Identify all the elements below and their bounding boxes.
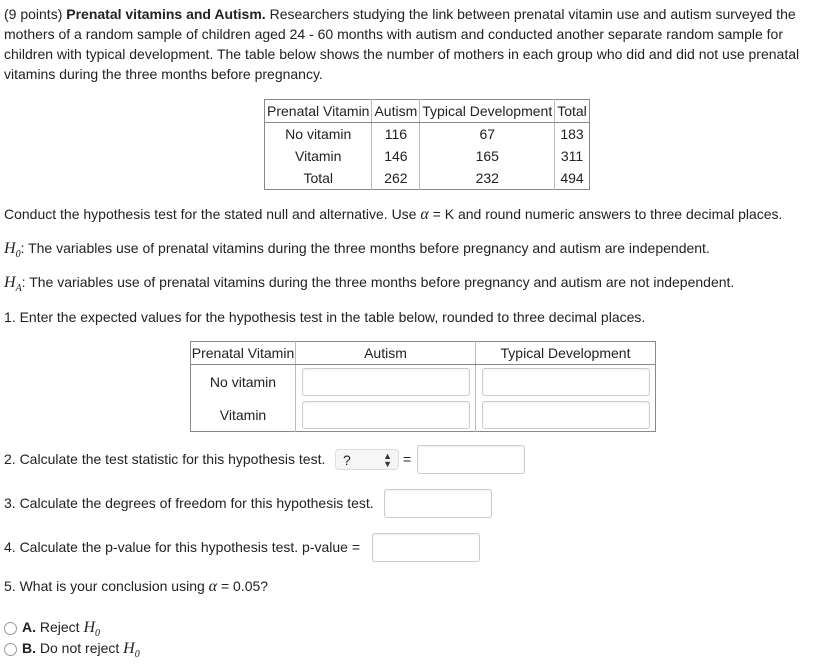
expected-no-vitamin-typical-input[interactable] <box>482 368 650 396</box>
option-b-label[interactable]: B. Do not reject $H_0$ <box>22 640 140 661</box>
option-a-label[interactable]: A. Reject $H_0$ <box>22 619 101 640</box>
expected-values-table <box>190 341 656 432</box>
cell-value: 165 <box>420 145 555 167</box>
expected-vitamin-typical-input[interactable] <box>482 401 650 429</box>
question-1-text: 1. Enter the expected values for the hypothesis test in the table below, rounded to three decimal places. <box>4 309 646 325</box>
question-5-text: 5. What is your conclusion using α = 0.05? <box>4 578 269 595</box>
test-statistic-input[interactable] <box>417 445 525 474</box>
intro-text: Researchers studying the link between prenatal vitamin use and autism surveyed the mothers of a random sample of children aged 24 - 60 months with autism and conducted another separate random sample for children with typical development. The table below shows the number of mothers in each group who did and did not use prenatal vitamins during the three months before pregnancy. <box>4 6 800 82</box>
cell-value: 183 <box>555 123 590 146</box>
p-value-input[interactable] <box>372 533 480 562</box>
expected-no-vitamin-autism-input[interactable] <box>302 368 470 396</box>
cell-value: 116 <box>372 123 420 146</box>
row-label: No vitamin <box>285 126 352 142</box>
header-typical-development: Typical Development <box>420 100 555 123</box>
row-label: No vitamin <box>209 373 277 390</box>
cell-value: 311 <box>555 145 590 167</box>
question-2-text: 2. Calculate the test statistic for this hypothesis test. <box>4 451 326 467</box>
header-total: Total <box>555 100 590 123</box>
h0-symbol: $H_0$ <box>4 240 21 261</box>
cell-value: 67 <box>420 123 555 146</box>
header-prenatal-vitamin: Prenatal Vitamin <box>191 342 296 365</box>
problem-title: Prenatal vitamins and Autism. <box>66 6 266 22</box>
select-value: ? <box>343 452 351 468</box>
row-label: Vitamin <box>295 148 342 164</box>
header-typical-development: Typical Development <box>476 342 656 365</box>
header-autism: Autism <box>296 342 476 365</box>
alpha-symbol: α <box>420 206 429 223</box>
observed-counts-table <box>264 99 590 190</box>
row-label: Total <box>303 170 334 186</box>
option-a-radio[interactable] <box>4 622 17 635</box>
intro-paragraph <box>4 4 824 84</box>
question-3-text: 3. Calculate the degrees of freedom for this hypothesis test. <box>4 495 374 511</box>
row-label: Vitamin <box>219 406 267 423</box>
equals-sign: = <box>403 451 412 467</box>
header-prenatal-vitamin: Prenatal Vitamin <box>265 100 372 123</box>
expected-vitamin-autism-input[interactable] <box>302 401 470 429</box>
cell-value: 262 <box>372 167 420 190</box>
cell-value: 232 <box>420 167 555 190</box>
header-autism: Autism <box>372 100 420 123</box>
instructions-line: Conduct the hypothesis test for the stated null and alternative. Use α = K and round numeric answers to three decimal places. <box>4 206 783 223</box>
cell-value: 146 <box>372 145 420 167</box>
alternative-hypothesis: $H_A$: The variables use of prenatal vitamins during the three months before pregnancy and autism are not independent. <box>4 274 735 295</box>
null-hypothesis: $H_0$: The variables use of prenatal vitamins during the three months before pregnancy and autism are independent. <box>4 240 710 261</box>
alpha-symbol: α <box>208 578 218 595</box>
option-b-radio[interactable] <box>4 643 17 656</box>
chevron-updown-icon: ▲ ▼ <box>383 451 392 469</box>
test-statistic-select[interactable] <box>335 449 399 470</box>
degrees-of-freedom-input[interactable] <box>384 489 492 518</box>
points-label: (9 points) <box>4 6 63 22</box>
ha-symbol: $H_A$ <box>4 274 22 295</box>
cell-value: 494 <box>555 167 590 190</box>
question-4-text: 4. Calculate the p-value for this hypothesis test. p-value = <box>4 539 361 555</box>
